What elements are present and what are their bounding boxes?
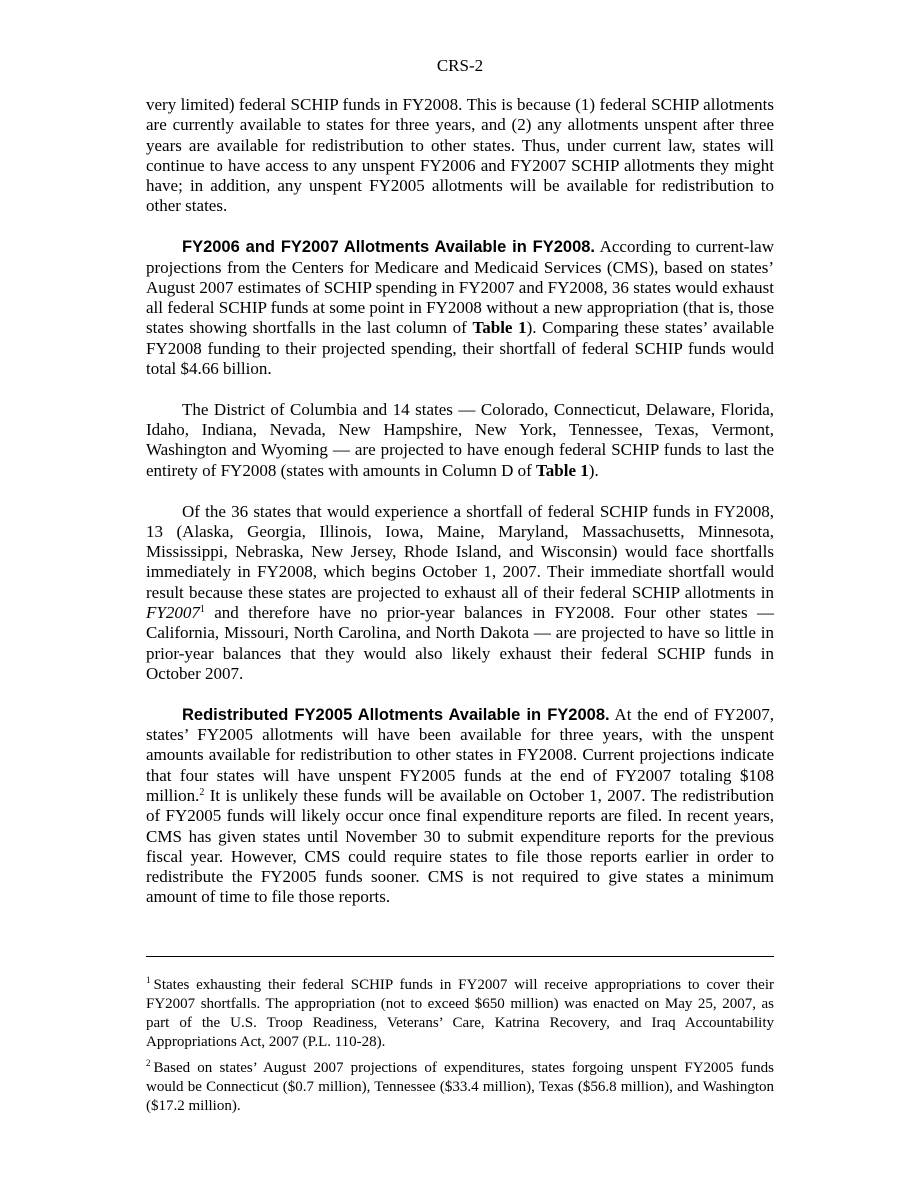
section-heading-fy2005-redistribution: Redistributed FY2005 Allotments Available in FY2008. [182,705,610,724]
paragraph-text: ). [588,460,599,480]
footnote-mark: 2 [146,1058,151,1068]
footnote-reference[interactable]: 1 [199,604,205,616]
paragraph-text: ). Comparing these states’ available FY2008 funding to their projected spending, their shortfall of federal SCHIP funds would total $4.66 billion. [146,318,774,379]
footnote-1 [146,976,774,1052]
table-reference: Table 1 [472,318,527,338]
footnote-2 [146,1059,774,1116]
footnote-separator [146,956,774,957]
paragraph-text: According to current-law projections from the Centers for Medicare and Medicaid Services (CMS), based on states’ August 2007 estimates of SCHIP spending in FY2007 and FY2008, 36 states would exhaust all federal SCHIP funds at some point in FY2008 without a new appropriation (that is, those states showing shortfalls in the last column of [146,237,774,338]
paragraph-text: It is unlikely these funds will be available on October 1, 2007. The redistribution of FY2005 funds will likely occur once final expenditure reports are filed. In recent years, CMS has given states until November 30 to submit expenditure reports for the previous fiscal year. However, CMS could require states to file those reports earlier in order to redistribute the FY2005 funds sooner. CMS is not required to give states a minimum amount of time to file those reports. [146,785,774,907]
footnotes [146,976,774,1123]
paragraph-states-with-enough-funds [146,400,774,481]
paragraph-text: The District of Columbia and 14 states — Colorado, Connecticut, Delaware, Florida, Idaho, Indiana, Nevada, New Hampshire, New York, Tennessee, Texas, Vermont, Washington and Wyoming — are projected to have enough federal SCHIP funds to last the entirety of FY2008 (states with amounts in Column D of [146,399,774,480]
paragraph-text: Of the 36 states that would experience a shortfall of federal SCHIP funds in FY2008, 13 (Alaska, Georgia, Illinois, Iowa, Maine, Maryland, Massachusetts, Minnesota, Mississippi, Nebraska, New Jersey, Rhode Island, and Wisconsin) would face shortfalls immediately in FY2008, which begins October 1, 2007. Their immediate shortfall would result because these states are projected to exhaust all of their federal SCHIP allotments in [146,501,774,602]
paragraph-text: At the end of FY2007, states’ FY2005 allotments will have been available for three years, with the unspent amounts available for redistribution to other states in FY2008. Current projections indicate that four states will have unspent FY2005 funds at the end of FY2007 totaling $108 million. [146,704,774,805]
footnote-reference[interactable]: 2 [199,786,205,798]
footnote-text: States exhausting their federal SCHIP funds in FY2007 will receive appropriations to cover their FY2007 shortfalls. The appropriation (not to exceed $650 million) was enacted on May 25, 2007, as part of the U.S. Troop Readiness, Veterans’ Care, Katrina Recovery, and Iraq Accountability Appropriations Act, 2007 (P.L. 110-28). [146,977,774,1050]
paragraph-intro-continued: very limited) federal SCHIP funds in FY2008. This is because (1) federal SCHIP allotments are currently available to states for three years, and (2) any allotments unspent after three years are available for redistribution to other states. Thus, under current law, states will continue to have access to any unspent FY2006 and FY2007 SCHIP allotments they might have; in addition, any unspent FY2005 allotments will be available for redistribution to other states. [146,95,774,216]
table-reference: Table 1 [536,460,589,480]
footnote-mark: 1 [146,975,151,985]
page-number: CRS-2 [436,56,484,75]
italic-term: FY2007 [146,603,200,623]
footnote-text: Based on states’ August 2007 projections of expenditures, states forgoing unspent FY2005 funds would be Connecticut ($0.7 million), Tennessee ($33.4 million), Texas ($56.8 million), and Washington ($17.2 million). [146,1060,774,1114]
paragraph-text: and therefore have no prior-year balances in FY2008. Four other states — California, Missouri, North Carolina, and North Dakota — are projected to have so little in prior-year balances that they would also likely exhaust their federal SCHIP funds in October 2007. [146,603,774,683]
paragraph-redistributed-fy2005 [146,705,774,908]
body-text [146,95,774,928]
paragraph-states-with-shortfall [146,502,774,685]
section-heading-fy2006-fy2007: FY2006 and FY2007 Allotments Available in FY2008. [182,238,596,257]
paragraph-fy2006-fy2007-allotments [146,237,774,379]
